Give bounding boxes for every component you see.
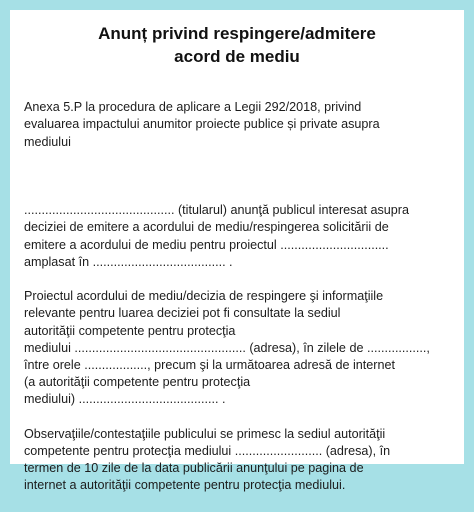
announcement-body bbox=[24, 82, 450, 512]
announcement-card bbox=[10, 10, 464, 493]
intro-paragraph: Anexa 5.P la procedura de aplicare a Legii 292/2018, privind evaluarea impactului anumitor proiecte publice și private asupra mediului bbox=[24, 100, 380, 149]
consultation-paragraph: Proiectul acordului de mediu/decizia de respingere şi informaţiile relevante pentru luarea deciziei pot fi consultate la sediul autorităţii competente pentru protecţia mediului ................................................. (adresa), în zilele de ................., între orele .................., precum şi la următoarea adresă de internet (a autorităţii competente pentru protecţia mediului) ........................................ . bbox=[24, 289, 430, 407]
titular-paragraph: ........................................... (titularul) anunţă publicul interesat asupra deciziei de emitere a acordului de mediu/respingerea solicitării de emitere a acordului de mediu pentru proiectul ............................... amplasat în ...................................... . bbox=[24, 203, 409, 269]
announcement-title: Anunț privind respingere/admitere acord de mediu bbox=[98, 24, 376, 66]
paragraph-gap bbox=[24, 168, 450, 185]
observations-paragraph: Observaţiile/contestaţiile publicului se primesc la sediul autorităţii competente pentru protecţia mediului ......................... (adresa), în termen de 10 zile de la data publicării anunţului pe pagina de internet a autorităţii competente pentru protecţia mediului. bbox=[24, 426, 391, 493]
